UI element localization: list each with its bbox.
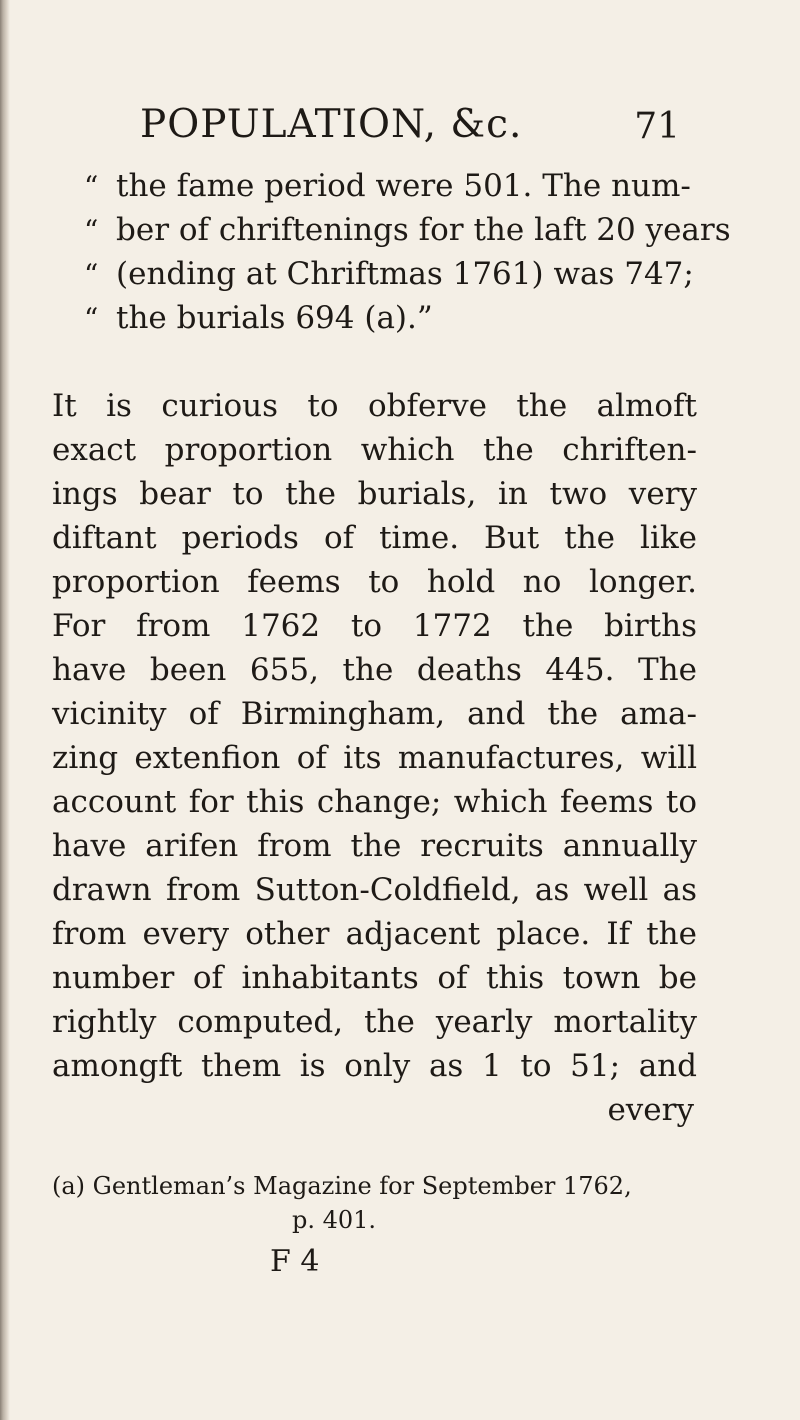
body-line: rightly computed, the yearly mortality	[52, 1004, 697, 1040]
quote-text: (ending at Chriftmas 1761) was 747;	[116, 256, 694, 292]
body-line: vicinity of Birmingham, and the ama-	[52, 696, 697, 732]
quote-mark: “	[84, 258, 99, 291]
footnote-line: p. 401.	[292, 1206, 377, 1234]
body-line: number of inhabitants of this town be	[52, 960, 697, 996]
body-line: For from 1762 to 1772 the births	[52, 608, 697, 644]
body-line: drawn from Sutton-Coldfield, as well as	[52, 872, 697, 908]
quote-text: the fame period were 501. The num-	[116, 168, 691, 204]
body-line: ings bear to the burials, in two very	[52, 476, 697, 512]
body-line: account for this change; which feems to	[52, 784, 697, 820]
quote-line	[84, 166, 691, 207]
footnote-line: (a) Gentleman’s Magazine for September 1762,	[52, 1172, 632, 1200]
catchword: every	[607, 1092, 694, 1128]
body-line: It is curious to obferve the almoft	[52, 388, 697, 424]
quote-mark: “	[84, 302, 99, 335]
body-line: zing extenfion of its manufactures, will	[52, 740, 697, 776]
body-line: from every other adjacent place. If the	[52, 916, 697, 952]
running-title: POPULATION, &c.	[140, 102, 523, 147]
signature-mark: F 4	[270, 1244, 320, 1279]
body-line: have arifen from the recruits annually	[52, 828, 697, 864]
body-line: exact proportion which the chriften-	[52, 432, 697, 468]
quote-text: the burials 694 (a).”	[116, 300, 433, 336]
body-line: proportion feems to hold no longer.	[52, 564, 697, 600]
running-header	[140, 102, 680, 162]
quote-line	[84, 254, 694, 295]
quote-text: ber of chriftenings for the laft 20 years	[116, 212, 731, 248]
body-line: have been 655, the deaths 445. The	[52, 652, 697, 688]
page-number: 71	[634, 106, 680, 147]
quote-line	[84, 210, 731, 251]
quote-line	[84, 298, 433, 339]
quote-mark: “	[84, 170, 99, 203]
body-line: amongft them is only as 1 to 51; and	[52, 1048, 697, 1084]
quote-mark: “	[84, 214, 99, 247]
body-line: diftant periods of time. But the like	[52, 520, 697, 556]
